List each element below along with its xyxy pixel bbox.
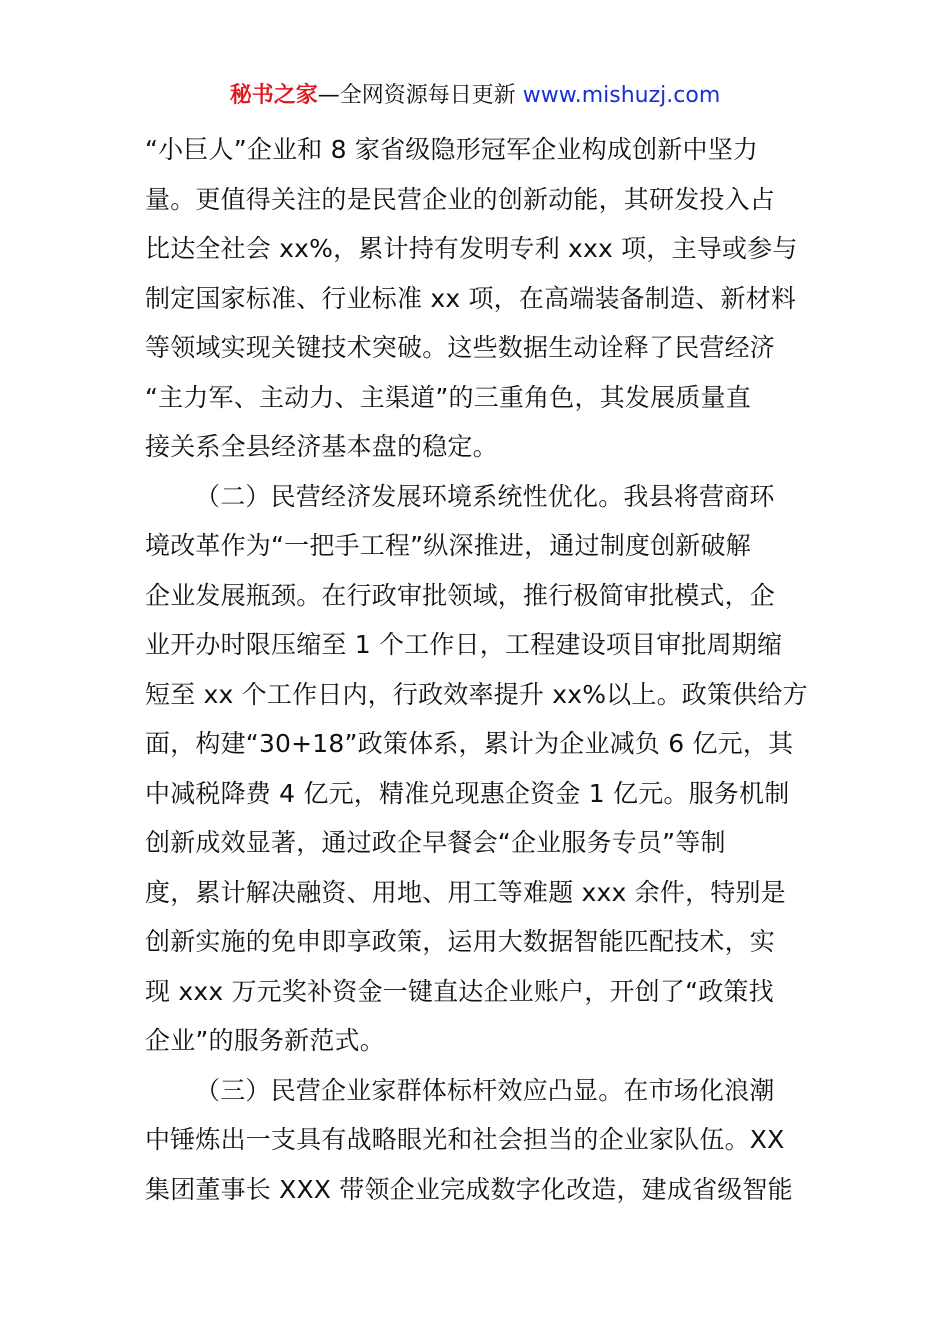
site-header [0,80,950,112]
text-line: 企业发展瓶颈。在行政审批领域，推行极简审批模式，企 [145,580,776,610]
text-line: 量。更值得关注的是民营企业的创新动能，其研发投入占 [145,184,776,214]
text-line: 度，累计解决融资、用地、用工等难题 xxx 余件，特别是 [145,877,786,907]
site-brand: 秘书之家 [229,83,318,108]
text-line: 集团董事长 XXX 带领企业完成数字化改造，建成省级智能 [145,1174,793,1204]
text-line: 制定国家标准、行业标准 xx 项，在高端装备制造、新材料 [145,283,797,313]
text-line: 现 xxx 万元奖补资金一键直达企业账户，开创了“政策找 [145,976,774,1006]
text-line: 等领域实现关键技术突破。这些数据生动诠释了民营经济 [145,333,776,362]
text-line: 面，构建“30+18”政策体系，累计为企业减负 6 亿元，其 [145,729,794,758]
text-line: 境改革作为“一把手工程”纵深推进，通过制度创新破解 [145,531,751,560]
text-line: “主力军、主动力、主渠道”的三重角色，其发展质量直 [145,382,751,412]
text-line: 创新实施的免申即享政策，运用大数据智能匹配技术，实 [145,927,776,956]
text-line: 业开办时限压缩至 1 个工作日，工程建设项目审批周期缩 [145,630,783,659]
text-line: 企业”的服务新范式。 [145,1026,385,1055]
site-tagline: —全网资源每日更新 [317,83,523,108]
text-line: 创新成效显著，通过政企早餐会“企业服务专员”等制 [145,828,726,857]
section-heading-line: （二）民营经济发展环境系统性优化。我县将营商环 [195,481,775,511]
section-heading-line: （三）民营企业家群体标杆效应凸显。在市场化浪潮 [195,1075,775,1105]
text-line: “小巨人”企业和 8 家省级隐形冠军企业构成创新中坚力 [145,135,759,164]
document-body [145,125,807,1214]
text-line: 接关系全县经济基本盘的稳定。 [145,432,498,461]
site-url-link[interactable]: www.mishuzj.com [522,83,721,108]
text-line: 短至 xx 个工作日内，行政效率提升 xx%以上。政策供给方 [145,679,808,709]
text-line: 中减税降费 4 亿元，精准兑现惠企资金 1 亿元。服务机制 [145,778,790,808]
text-line: 比达全社会 xx%，累计持有发明专利 xxx 项，主导或参与 [145,234,798,263]
text-line: 中锤炼出一支具有战略眼光和社会担当的企业家队伍。XX [145,1125,785,1154]
